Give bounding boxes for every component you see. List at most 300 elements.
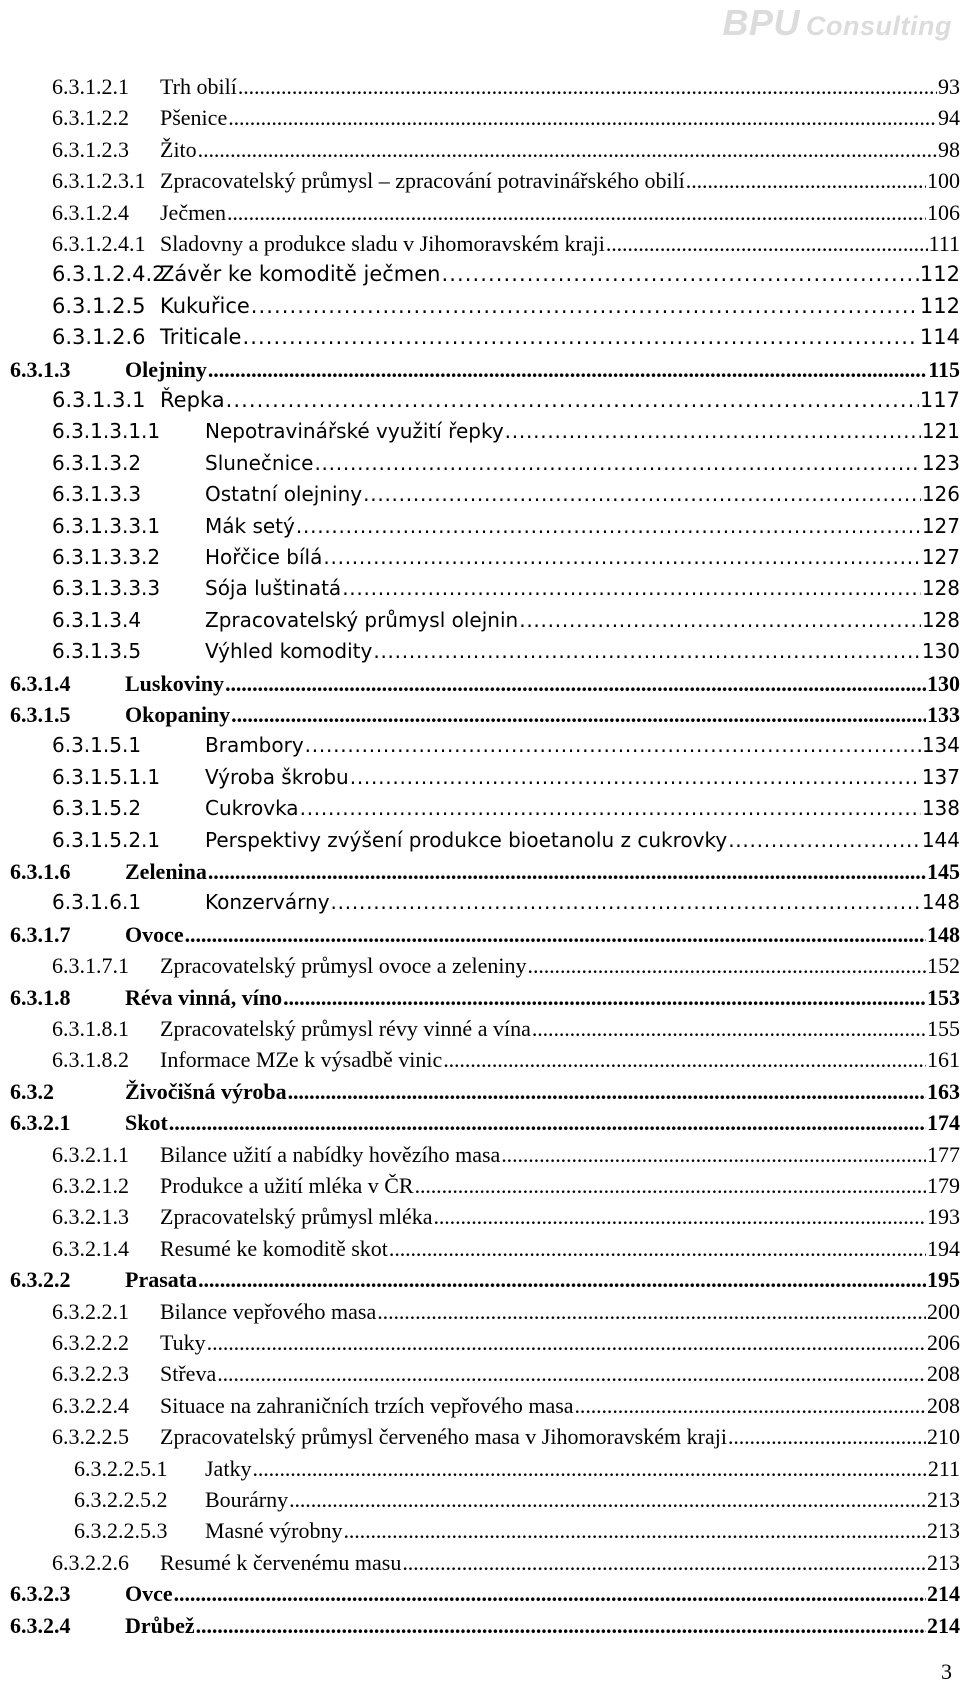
toc-entry-body [125, 1267, 960, 1293]
brand-suffix: Consulting [806, 11, 952, 41]
toc-entry-title: Ovce [125, 1581, 173, 1607]
toc-entry-title: Bourárny [205, 1487, 289, 1512]
toc-entry-body [205, 1487, 960, 1513]
toc-entry-page: 130 [927, 670, 960, 696]
toc-entry-number: 6.3.1.5.2.1 [52, 827, 161, 852]
toc-entry-number: 6.3.2.1.2 [52, 1173, 129, 1198]
dot-leader [242, 325, 918, 349]
dot-leader [198, 1267, 926, 1293]
toc-entry[interactable] [0, 1361, 960, 1393]
toc-entry-title: Bilance užití a nabídky hovězího masa [160, 1141, 501, 1167]
toc-entry[interactable] [0, 1267, 960, 1299]
dot-leader [505, 419, 921, 443]
toc-entry-number: 6.3.2.4 [10, 1612, 71, 1638]
dot-leader [519, 608, 921, 632]
toc-entry-body [160, 137, 960, 163]
toc-entry-title: Řepka [160, 388, 225, 412]
toc-entry-page: 112 [919, 262, 960, 287]
toc-entry-title: Slunečnice [205, 450, 314, 475]
dot-leader [196, 1613, 926, 1639]
brand-logo [723, 2, 953, 44]
toc-entry-title: Ovoce [125, 921, 184, 947]
dot-leader [441, 262, 918, 286]
toc-entry-title: Pšenice [160, 105, 228, 131]
toc-entry-title: Cukrovka [205, 796, 299, 821]
toc-entry[interactable] [0, 388, 960, 420]
toc-entry-body [160, 388, 960, 412]
dot-leader [225, 671, 926, 697]
toc-entry[interactable] [0, 608, 960, 640]
toc-entry-body [160, 105, 960, 131]
toc-entry-number: 6.3.1.3.1.1 [52, 419, 161, 444]
toc-entry-page: 193 [927, 1204, 960, 1230]
toc-entry[interactable] [0, 231, 960, 263]
toc-entry-body [205, 639, 960, 663]
toc-entry-number: 6.3.1.2.4.2 [52, 262, 166, 287]
toc-entry-page: 134 [921, 733, 960, 758]
toc-entry-title: Réva vinná, víno [125, 984, 283, 1010]
toc-entry-number: 6.3.1.2.2 [52, 105, 129, 131]
toc-entry-number: 6.3.1.2.5 [52, 293, 146, 318]
toc-entry[interactable] [0, 1581, 960, 1613]
toc-entry-number: 6.3.2.2.5.3 [74, 1518, 168, 1544]
toc-entry-title: Zpracovatelský průmysl olejnin [205, 607, 519, 632]
toc-entry-title: Zpracovatelský průmysl – zpracování potravinářského obilí [160, 168, 685, 194]
toc-entry-number: 6.3.1.8 [10, 984, 71, 1010]
toc-entry-number: 6.3.2.1.4 [52, 1235, 129, 1261]
toc-entry-number: 6.3.1.3.3.3 [52, 576, 161, 601]
toc-entry[interactable] [0, 576, 960, 608]
toc-entry-page: 137 [921, 764, 960, 789]
toc-entry-title: Produkce a užití mléka v ČR [160, 1173, 414, 1198]
toc-entry-body [160, 1016, 960, 1042]
toc-entry-body [160, 74, 960, 100]
toc-entry-page: 179 [927, 1173, 960, 1198]
toc-entry[interactable] [0, 1330, 960, 1362]
toc-entry[interactable] [0, 357, 960, 389]
toc-entry-body [205, 482, 960, 506]
toc-entry-number: 6.3.1.3 [10, 356, 71, 382]
toc-entry-page: 153 [927, 984, 960, 1010]
dot-leader [208, 859, 926, 885]
toc-entry-title: Zpracovatelský průmysl ovoce a zeleniny [160, 953, 527, 979]
toc-entry-title: Drůbež [125, 1612, 195, 1638]
toc-entry[interactable] [0, 1173, 960, 1205]
toc-entry-number: 6.3.1.8.2 [52, 1047, 129, 1073]
toc-entry-title: Hořčice bílá [205, 545, 323, 569]
toc-entry-body [125, 985, 960, 1011]
toc-entry-title: Resumé ke komoditě skot [160, 1235, 388, 1261]
dot-leader [363, 482, 921, 506]
toc-entry-page: 130 [921, 639, 960, 664]
toc-entry-page: 123 [921, 450, 960, 475]
toc-entry[interactable] [0, 74, 960, 106]
toc-entry[interactable] [0, 1204, 960, 1236]
toc-entry-body [125, 859, 960, 885]
dot-leader [217, 1361, 926, 1387]
dot-leader [433, 1204, 926, 1230]
dot-leader [389, 1236, 926, 1262]
toc-entry[interactable] [0, 325, 960, 357]
dot-leader [198, 137, 937, 163]
toc-entry[interactable] [0, 137, 960, 169]
dot-leader [174, 1581, 926, 1607]
toc-entry-number: 6.3.1.8.1 [52, 1016, 129, 1041]
toc-entry-number: 6.3.2.2.4 [52, 1392, 129, 1418]
toc-entry-body [125, 702, 960, 728]
dot-leader [252, 1456, 926, 1482]
toc-entry-title: Bilance vepřového masa [160, 1298, 377, 1324]
dot-leader [228, 105, 937, 131]
toc-entry-body [160, 1330, 960, 1356]
toc-entry[interactable] [0, 1393, 960, 1425]
dot-leader [296, 514, 921, 538]
dot-leader [231, 702, 926, 728]
toc-entry-body [160, 325, 960, 349]
toc-entry-body [160, 1424, 960, 1450]
toc-entry-number: 6.3.1.2.3.1 [52, 168, 146, 194]
toc-entry[interactable] [0, 953, 960, 985]
dot-leader [728, 828, 921, 852]
toc-entry-page: 213 [927, 1518, 960, 1544]
toc-entry-page: 214 [927, 1581, 960, 1607]
toc-entry-number: 6.3.1.3.3.2 [52, 545, 161, 569]
toc-entry[interactable] [0, 105, 960, 137]
toc-entry[interactable] [0, 671, 960, 703]
dot-leader [323, 545, 920, 569]
toc-entry[interactable] [0, 1456, 960, 1488]
toc-entry[interactable] [0, 1079, 960, 1111]
dot-leader [377, 1299, 926, 1325]
toc-entry-title: Olejniny [125, 356, 207, 382]
toc-entry-page: 152 [927, 953, 960, 979]
toc-entry-page: 127 [921, 513, 960, 538]
toc-entry[interactable] [0, 859, 960, 891]
toc-entry[interactable] [0, 1047, 960, 1079]
toc-entry-number: 6.3.2.2.5.1 [74, 1455, 168, 1481]
toc-entry-number: 6.3.1.3.1 [52, 388, 146, 412]
toc-entry[interactable] [0, 1487, 960, 1519]
toc-entry-page: 126 [921, 482, 960, 507]
dot-leader [283, 985, 926, 1011]
toc-entry-number: 6.3.1.2.3 [52, 136, 129, 162]
toc-entry[interactable] [0, 1016, 960, 1048]
toc-entry-body [160, 1393, 960, 1419]
toc-entry[interactable] [0, 1613, 960, 1645]
toc-entry-body [125, 1613, 960, 1639]
toc-entry[interactable] [0, 922, 960, 954]
toc-entry-page: 114 [919, 325, 960, 350]
toc-entry-page: 206 [927, 1330, 960, 1355]
toc-entry[interactable] [0, 1142, 960, 1174]
toc-entry-page: 174 [927, 1110, 960, 1136]
dot-leader [314, 451, 920, 475]
toc-entry-page: 210 [927, 1424, 960, 1450]
toc-entry-body [160, 1142, 960, 1168]
dot-leader [238, 74, 937, 100]
toc-entry[interactable] [0, 733, 960, 765]
dot-leader [226, 388, 919, 412]
toc-entry[interactable] [0, 419, 960, 451]
toc-entry-title: Sója luštinatá [205, 576, 342, 601]
toc-entry-title: Triticale [160, 325, 242, 350]
toc-entry-title: Luskoviny [125, 670, 225, 696]
dot-leader [185, 922, 926, 948]
toc-entry-page: 213 [927, 1487, 960, 1512]
toc-entry-title: Okopaniny [125, 702, 231, 727]
toc-entry-title: Výroba škrobu [205, 764, 349, 789]
toc-entry[interactable] [0, 514, 960, 546]
toc-entry-title: Mák setý [205, 513, 295, 538]
toc-entry-number: 6.3.2.2.6 [52, 1549, 129, 1575]
toc-entry-body [160, 1361, 960, 1387]
toc-entry-body [205, 733, 960, 757]
toc-entry-number: 6.3.1.5.1.1 [52, 764, 161, 789]
toc-entry-title: Tuky [160, 1330, 206, 1355]
toc-entry[interactable] [0, 1110, 960, 1142]
dot-leader [288, 1079, 926, 1105]
dot-leader [415, 1173, 926, 1199]
toc-entry[interactable] [0, 262, 960, 294]
toc-entry-body [205, 608, 960, 632]
dot-leader [528, 953, 926, 979]
toc-entry-body [205, 514, 960, 538]
toc-entry-page: 128 [921, 607, 960, 632]
toc-entry-body [205, 1456, 960, 1482]
toc-entry-title: Masné výrobny [205, 1518, 343, 1544]
toc-entry-title: Nepotravinářské využití řepky [205, 419, 504, 444]
toc-entry-number: 6.3.2.2 [10, 1267, 71, 1293]
dot-leader [305, 733, 921, 757]
toc-entry-title: Kukuřice [160, 293, 250, 318]
toc-entry-title: Zpracovatelský průmysl révy vinné a vína [160, 1016, 531, 1041]
toc-entry-page: 214 [927, 1612, 960, 1638]
toc-entry-title: Perspektivy zvýšení produkce bioetanolu z cukrovky [205, 827, 728, 852]
toc-entry-page: 200 [927, 1298, 960, 1324]
dot-leader [300, 796, 921, 820]
toc-entry-page: 163 [927, 1078, 960, 1104]
toc-entry-title: Situace na zahraničních trzích vepřového masa [160, 1392, 574, 1418]
toc-entry[interactable] [0, 482, 960, 514]
toc-entry-number: 6.3.1.3.3 [52, 482, 142, 507]
toc-entry[interactable] [0, 451, 960, 483]
toc-entry-title: Zelenina [125, 859, 207, 884]
toc-entry-number: 6.3.1.3.5 [52, 639, 142, 664]
dot-leader [169, 1110, 926, 1136]
toc-entry[interactable] [0, 796, 960, 828]
toc-entry-body [125, 357, 960, 383]
toc-entry-page: 144 [921, 827, 960, 852]
toc-entry-number: 6.3.1.5.2 [52, 796, 142, 821]
toc-entry-page: 127 [921, 545, 960, 569]
toc-entry[interactable] [0, 1518, 960, 1550]
toc-entry-title: Ostatní olejniny [205, 482, 363, 507]
toc-entry-number: 6.3.2.2.2 [52, 1330, 129, 1355]
dot-leader [728, 1424, 926, 1450]
toc-entry-page: 98 [938, 136, 960, 162]
toc-entry-number: 6.3.1.5 [10, 702, 71, 727]
toc-entry-title: Ječmen [160, 199, 226, 225]
toc-entry-page: 117 [919, 388, 960, 412]
toc-entry-title: Závěr ke komoditě ječmen [160, 262, 441, 287]
dot-leader [402, 1550, 926, 1576]
toc-entry-body [160, 1047, 960, 1073]
toc-entry-body [205, 890, 960, 914]
dot-leader [342, 576, 921, 600]
toc-entry-page: 208 [927, 1392, 960, 1418]
toc-entry-body [205, 765, 960, 789]
dot-leader [207, 1330, 926, 1356]
toc-entry[interactable] [0, 828, 960, 860]
toc-entry-number: 6.3.2 [10, 1078, 54, 1104]
toc-entry-number: 6.3.2.1.3 [52, 1204, 129, 1230]
page-number: 3 [941, 1659, 952, 1684]
toc-entry-number: 6.3.1.2.6 [52, 325, 146, 350]
toc-entry[interactable] [0, 890, 960, 922]
toc-entry-body [160, 953, 960, 979]
toc-entry[interactable] [0, 1424, 960, 1456]
toc-entry-number: 6.3.1.7.1 [52, 953, 129, 979]
toc-entry[interactable] [0, 168, 960, 200]
toc-entry-number: 6.3.1.6.1 [52, 890, 142, 915]
toc-entry-page: 194 [927, 1235, 960, 1261]
toc-entry-title: Zpracovatelský průmysl mléka [160, 1204, 433, 1230]
toc-entry-body [160, 168, 960, 194]
toc-entry-page: 155 [927, 1016, 960, 1041]
toc-entry[interactable] [0, 702, 960, 734]
toc-entry-title: Trh obilí [160, 74, 237, 99]
dot-leader [208, 357, 927, 383]
toc-entry-page: 138 [921, 796, 960, 821]
toc-entry-number: 6.3.2.2.1 [52, 1298, 129, 1324]
toc-entry[interactable] [0, 1550, 960, 1582]
dot-leader [443, 1047, 926, 1073]
toc-entry-number: 6.3.1.3.2 [52, 450, 142, 475]
toc-entry[interactable] [0, 765, 960, 797]
toc-entry-body [160, 262, 960, 286]
dot-leader [227, 200, 926, 226]
toc-entry-page: 211 [927, 1455, 960, 1481]
toc-entry-number: 6.3.1.2.1 [52, 74, 129, 99]
toc-entry-page: 213 [927, 1549, 960, 1575]
toc-entry[interactable] [0, 639, 960, 671]
toc-entry-body [205, 828, 960, 852]
toc-entry-body [205, 576, 960, 600]
toc-entry-title: Sladovny a produkce sladu v Jihomoravském kraji [160, 231, 605, 256]
toc-entry-body [160, 200, 960, 226]
toc-entry-body [160, 1299, 960, 1325]
toc-entry-number: 6.3.1.2.4.1 [52, 231, 146, 256]
toc-entry-title: Jatky [205, 1455, 252, 1481]
toc-entry-body [125, 1581, 960, 1607]
dot-leader [373, 639, 920, 663]
toc-entry-body [160, 294, 960, 318]
toc-entry-number: 6.3.1.4 [10, 670, 71, 696]
toc-entry-page: 161 [927, 1047, 960, 1073]
toc-entry-number: 6.3.1.5.1 [52, 733, 142, 758]
toc-entry-number: 6.3.1.2.4 [52, 199, 129, 225]
toc-entry-body [125, 671, 960, 697]
toc-entry-number: 6.3.1.7 [10, 921, 71, 947]
toc-entry-body [160, 231, 960, 257]
toc-entry-page: 106 [927, 199, 960, 225]
dot-leader [251, 294, 919, 318]
toc-entry-page: 100 [927, 168, 960, 194]
toc-entry-body [160, 1204, 960, 1230]
toc-entry-title: Informace MZe k výsadbě vinic [160, 1047, 443, 1073]
toc-entry-number: 6.3.2.2.3 [52, 1361, 129, 1387]
toc-entry-page: 94 [938, 105, 960, 131]
toc-entry-page: 93 [938, 74, 960, 99]
brand-name: BPU [722, 2, 801, 43]
toc-entry-number: 6.3.2.2.5 [52, 1424, 129, 1450]
toc-entry-title: Zpracovatelský průmysl červeného masa v Jihomoravském kraji [160, 1424, 727, 1450]
toc-entry-page: 148 [927, 921, 960, 947]
toc-entry-body [160, 1550, 960, 1576]
toc-entry-title: Prasata [125, 1267, 198, 1293]
toc-entry-number: 6.3.1.3.3.1 [52, 513, 161, 538]
toc-entry-body [125, 1110, 960, 1136]
toc-entry-number: 6.3.2.1.1 [52, 1141, 129, 1167]
toc-entry-number: 6.3.2.3 [10, 1581, 71, 1607]
dot-leader [606, 231, 928, 257]
dot-leader [686, 168, 926, 194]
toc-entry-page: 133 [927, 702, 960, 727]
toc-entry-page: 128 [921, 576, 960, 601]
toc-entry-title: Resumé k červenému masu [160, 1549, 402, 1575]
toc-entry-body [125, 1079, 960, 1105]
dot-leader [343, 1518, 926, 1544]
toc-entry-number: 6.3.1.6 [10, 859, 71, 884]
toc-entry-body [205, 451, 960, 475]
toc-entry-page: 121 [921, 419, 960, 444]
dot-leader [350, 765, 921, 789]
toc-entry-title: Žito [160, 136, 197, 162]
toc-entry-title: Výhled komodity [205, 639, 373, 664]
toc-entry-page: 195 [927, 1267, 960, 1293]
dot-leader [289, 1487, 926, 1513]
toc-entry-number: 6.3.2.2.5.2 [74, 1487, 168, 1512]
toc-entry[interactable] [0, 1236, 960, 1268]
toc-entry-title: Střeva [160, 1361, 217, 1387]
toc-entry-number: 6.3.2.1 [10, 1110, 71, 1136]
dot-leader [331, 890, 921, 914]
dot-leader [501, 1142, 926, 1168]
toc-entry-page: 208 [927, 1361, 960, 1387]
toc-entry-page: 145 [927, 859, 960, 884]
toc-entry-page: 112 [919, 293, 960, 318]
toc-entry[interactable] [0, 1299, 960, 1331]
toc-entry-title: Brambory [205, 733, 304, 758]
toc-entry-page: 148 [921, 890, 960, 915]
toc-entry-page: 177 [927, 1141, 960, 1167]
toc-entry-body [205, 545, 960, 569]
toc-entry-page: 111 [928, 231, 960, 256]
dot-leader [575, 1393, 926, 1419]
toc-entry-body [160, 1173, 960, 1199]
toc-entry-body [160, 1236, 960, 1262]
toc-entry[interactable] [0, 985, 960, 1017]
toc-entry[interactable] [0, 200, 960, 232]
toc-entry-title: Skot [125, 1110, 168, 1136]
toc-entry-body [205, 796, 960, 820]
toc-entry[interactable] [0, 545, 960, 577]
toc-entry[interactable] [0, 294, 960, 326]
toc-entry-body [125, 922, 960, 948]
toc-entry-number: 6.3.1.3.4 [52, 607, 142, 632]
toc-entry-page: 115 [928, 356, 960, 382]
toc-entry-body [205, 1518, 960, 1544]
